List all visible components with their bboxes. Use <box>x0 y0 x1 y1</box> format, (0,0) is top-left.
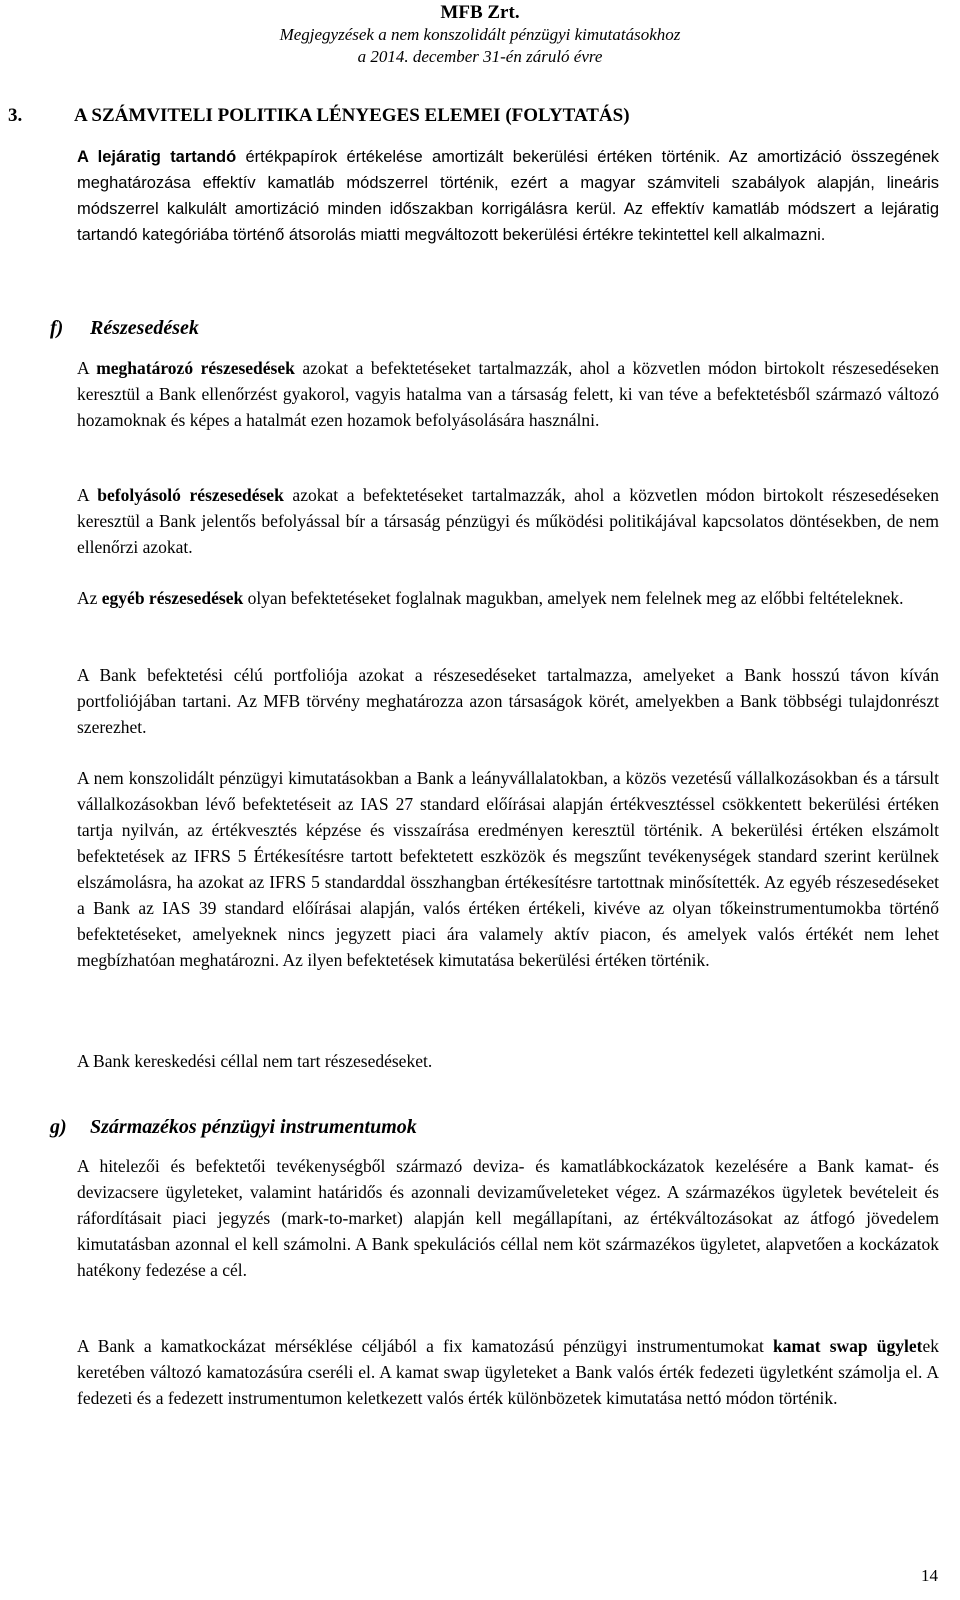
subsection-f-letter: f) <box>50 317 64 339</box>
paragraph-f2 <box>77 482 939 560</box>
paragraph-g2-pre: A Bank a kamatkockázat mérséklése céljából a fix kamatozású pénzügyi instrumentumokat <box>77 1336 773 1356</box>
intro-bold-lead: A lejáratig tartandó <box>77 148 237 166</box>
paragraph-f3-bold: egyéb részesedések <box>101 588 244 608</box>
header-company: MFB Zrt. <box>440 2 520 23</box>
paragraph-f2-pre: A <box>77 485 98 505</box>
header-period: a 2014. december 31-én záruló évre <box>357 47 603 66</box>
paragraph-f6: A Bank kereskedési céllal nem tart részesedéseket. <box>77 1051 433 1071</box>
paragraph-f3 <box>77 585 939 611</box>
header-subtitle: Megjegyzések a nem konszolidált pénzügyi kimutatásokhoz <box>279 25 681 44</box>
intro-paragraph <box>77 144 939 248</box>
subsection-g-title: Származékos pénzügyi instrumentumok <box>90 1116 417 1138</box>
subsection-g-heading <box>50 1114 417 1140</box>
page-number: 14 <box>921 1566 938 1585</box>
paragraph-f1-pre: A <box>77 358 97 378</box>
paragraph-f1 <box>77 355 939 433</box>
paragraph-f1-bold: meghatározó részesedések <box>96 358 295 378</box>
paragraph-f2-text: azokat a befektetéseket tartalmazzák, ahol a közvetlen módon birtokolt részesedéseken keresztül a Bank jelentős befolyással bír a társaság pénzügyi és működési politikájával kapcsolatos döntésekben, de nem ellenőrzi azokat. <box>77 485 939 557</box>
paragraph-g2-bold: kamat swap ügylet <box>772 1336 923 1356</box>
section-heading <box>8 104 630 128</box>
paragraph-f2-bold: befolyásoló részesedések <box>97 485 284 505</box>
subsection-g-letter: g) <box>50 1116 67 1138</box>
intro-text: értékpapírok értékelése amortizált bekerülési értéken történik. Az amortizáció összegének meghatározása effektív kamatláb módszerrel történik, ezért a magyar számviteli szabályok alapján, lineáris módszerrel kalkulált amortizáció minden időszakban korrigálásra kerül. Az effektív kamatláb módszert a lejáratig tartandó kategóriába történő átsorolás miatti megváltozott bekerülési értékre tekintettel kell alkalmazni. <box>77 148 940 244</box>
paragraph-g2-text: ek keretében változó kamatozásúra cseréli el. A kamat swap ügyleteket a Bank valós érték fedezeti ügyletként számolja el. A fedezeti és a fedezett instrumentumon keletkezett valós érték különbözetek kimutatása nettó módon történik. <box>77 1336 939 1408</box>
paragraph-g2 <box>77 1333 939 1411</box>
paragraph-g1: A hitelezői és befektetői tevékenységből származó deviza- és kamatlábkockázatok kezelésére a Bank kamat- és devizacsere ügyleteket, valamint határidős és azonnali devizaműveleteket végez. A származékos ügyletek bevételeit és ráfordításait piaci jegyzés (mark-to-market) alapján kell megállapítani, az értékváltozásokat az átfogó jövedelem kimutatásban azonnal el kell számolni. A Bank spekulációs céllal nem köt származékos ügyletet, alapvetően a kockázatok hatékony fedezése a cél. <box>77 1156 939 1280</box>
subsection-f-title: Részesedések <box>90 317 199 339</box>
paragraph-f3-text: olyan befektetéseket foglalnak magukban, amelyek nem felelnek meg az előbbi feltételeknek. <box>243 588 904 608</box>
section-number: 3. <box>8 105 23 126</box>
paragraph-f3-pre: Az <box>77 588 102 608</box>
page-header <box>0 2 960 68</box>
subsection-f-heading <box>50 315 199 341</box>
paragraph-f4: A Bank befektetési célú portfoliója azokat a részesedéseket tartalmazza, amelyeket a Bank hosszú távon kíván portfoliójában tartani. Az MFB törvény meghatározza azon társaságok körét, amelyekben a Bank többségi tulajdonrészt szerezhet. <box>77 665 939 737</box>
section-title: A SZÁMVITELI POLITIKA LÉNYEGES ELEMEI (FOLYTATÁS) <box>74 105 630 126</box>
paragraph-f5: A nem konszolidált pénzügyi kimutatásokban a Bank a leányvállalatokban, a közös vezetésű vállalkozásokban és a társult vállalkozásokban lévő befektetéseit az IAS 27 standard előírásai alapján értékvesztéssel csökkentett bekerülési értéken tartja nyilván, az értékvesztés képzése és visszaírása eredményen keresztül történik. A bekerülési értéken elszámolt befektetések az IFRS 5 Értékesítésre tartott befektetett eszközök és megszűnt tevékenységek standard szerint kerülnek elszámolásra, ha azokat az IFRS 5 standarddal összhangban értékesítésre tartottnak minősítették. Az egyéb részesedéseket a Bank az IAS 39 standard előírásai alapján, valós értéken értékeli, kivéve az olyan tőkeinstrumentumokba történő befektetéseket, amelyeknek nincs jegyzett piaci ára valamely aktív piacon, és amelyek valós értékét nem lehet megbízhatóan meghatározni. Az ilyen befektetések kimutatása bekerülési értéken történik. <box>77 768 939 970</box>
paragraph-f1-text: azokat a befektetéseket tartalmazzák, ahol a közvetlen módon birtokolt részesedéseken keresztül a Bank ellenőrzést gyakorol, vagyis hatalma van a társaság felett, ki van téve a befektetésből származó változó hozamoknak és képes a hatalmát ezen hozamok befolyásolására használni. <box>77 358 939 430</box>
